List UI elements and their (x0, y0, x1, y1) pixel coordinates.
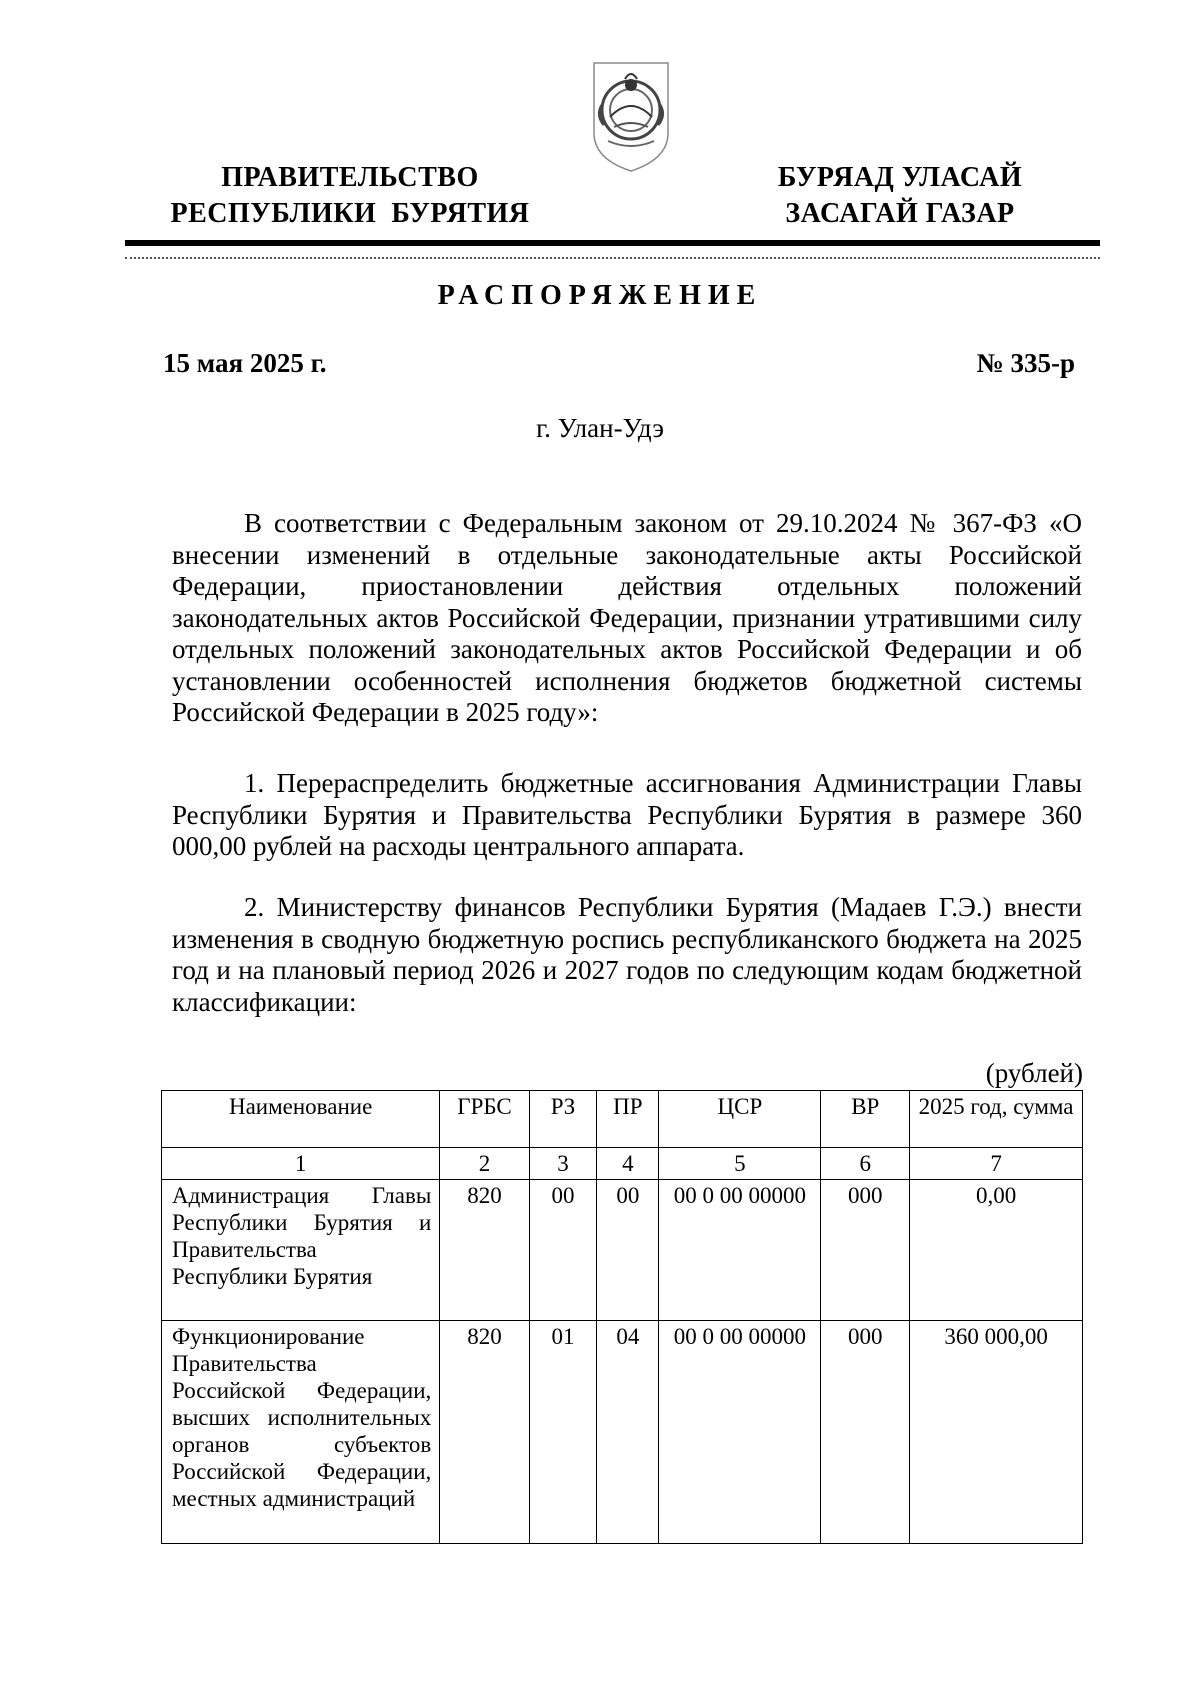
column-number-cell: 4 (597, 1148, 659, 1180)
row-name-cell: Функционирование Правительства Российской Федерации, высших исполнительных органов субъектов Российской Федерации, местных администраций (162, 1321, 440, 1544)
row-rz-cell: 00 (529, 1180, 597, 1321)
government-name-line2: РЕСПУБЛИКИ БУРЯТИЯ (170, 198, 530, 229)
column-number-cell: 6 (821, 1148, 910, 1180)
government-name-buryat-line1: БУРЯАД УЛАСАЙ (777, 162, 1023, 193)
coat-of-arms-icon (588, 55, 674, 175)
column-number-cell: 5 (659, 1148, 821, 1180)
column-number-cell: 7 (910, 1148, 1083, 1180)
government-name-buryat (735, 160, 1065, 232)
header-cell-rz: РЗ (529, 1091, 597, 1148)
row-pr-cell: 04 (597, 1321, 659, 1544)
row-rz-cell: 01 (529, 1321, 597, 1544)
row-csr-cell: 00 0 00 00000 (659, 1180, 821, 1321)
row-pr-cell: 00 (597, 1180, 659, 1321)
preamble-paragraph: В соответствии с Федеральным законом от 29.10.2024 № 367-ФЗ «О внесении изменений в отдельные законодательные акты Российской Федерации, приостановлении действия отдельных положений законодательных актов Российской Федерации, признании утратившими силу отдельных положений законодательных актов Российской Федерации и об установлении особенностей исполнения бюджетов бюджетной системы Российской Федерации в 2025 году»: (172, 508, 1082, 727)
government-name-line1: ПРАВИТЕЛЬСТВО (221, 162, 479, 193)
header-cell-csr: ЦСР (659, 1091, 821, 1148)
table-column-number-row (162, 1148, 1083, 1180)
government-name-russian (150, 160, 550, 232)
row-name-cell: Администрация Главы Республики Бурятия и Правительства Республики Бурятия (162, 1180, 440, 1321)
budget-table (161, 1090, 1083, 1544)
header-cell-name: Наименование (162, 1091, 440, 1148)
document-city: г. Улан-Удэ (536, 413, 664, 443)
column-number-cell: 1 (162, 1148, 440, 1180)
item-1-paragraph: 1. Перераспределить бюджетные ассигнования Администрации Главы Республики Бурятия и Правительства Республики Бурятия в размере 360 000,00 рублей на расходы центрального аппарата. (172, 768, 1082, 861)
row-grbs-cell: 820 (440, 1180, 529, 1321)
row-csr-cell: 00 0 00 00000 (659, 1321, 821, 1544)
header-cell-vr: ВР (821, 1091, 910, 1148)
document-date: 15 мая 2025 г. (163, 348, 327, 378)
row-grbs-cell: 820 (440, 1321, 529, 1544)
document-number: № 335-р (976, 348, 1075, 378)
row-vr-cell: 000 (821, 1180, 910, 1321)
table-row (162, 1180, 1083, 1321)
header-divider-thick (125, 240, 1100, 246)
row-vr-cell: 000 (821, 1321, 910, 1544)
header-cell-sum: 2025 год, сумма (910, 1091, 1083, 1148)
table-header-row (162, 1091, 1083, 1148)
header-divider-thin (125, 257, 1100, 259)
column-number-cell: 2 (440, 1148, 529, 1180)
table-row (162, 1321, 1083, 1544)
row-sum-cell: 360 000,00 (910, 1321, 1083, 1544)
column-number-cell: 3 (529, 1148, 597, 1180)
government-name-buryat-line2: ЗАСАГАЙ ГАЗАР (785, 198, 1015, 229)
document-type: РАСПОРЯЖЕНИЕ (437, 280, 763, 311)
table-unit-label: (рублей) (985, 1058, 1083, 1088)
header-cell-grbs: ГРБС (440, 1091, 529, 1148)
header-cell-pr: ПР (597, 1091, 659, 1148)
row-sum-cell: 0,00 (910, 1180, 1083, 1321)
item-2-paragraph: 2. Министерству финансов Республики Бурятия (Мадаев Г.Э.) внести изменения в сводную бюджетную роспись республиканского бюджета на 2025 год и на плановый период 2026 и 2027 годов по следующим кодам бюджетной классификации: (172, 892, 1082, 1017)
